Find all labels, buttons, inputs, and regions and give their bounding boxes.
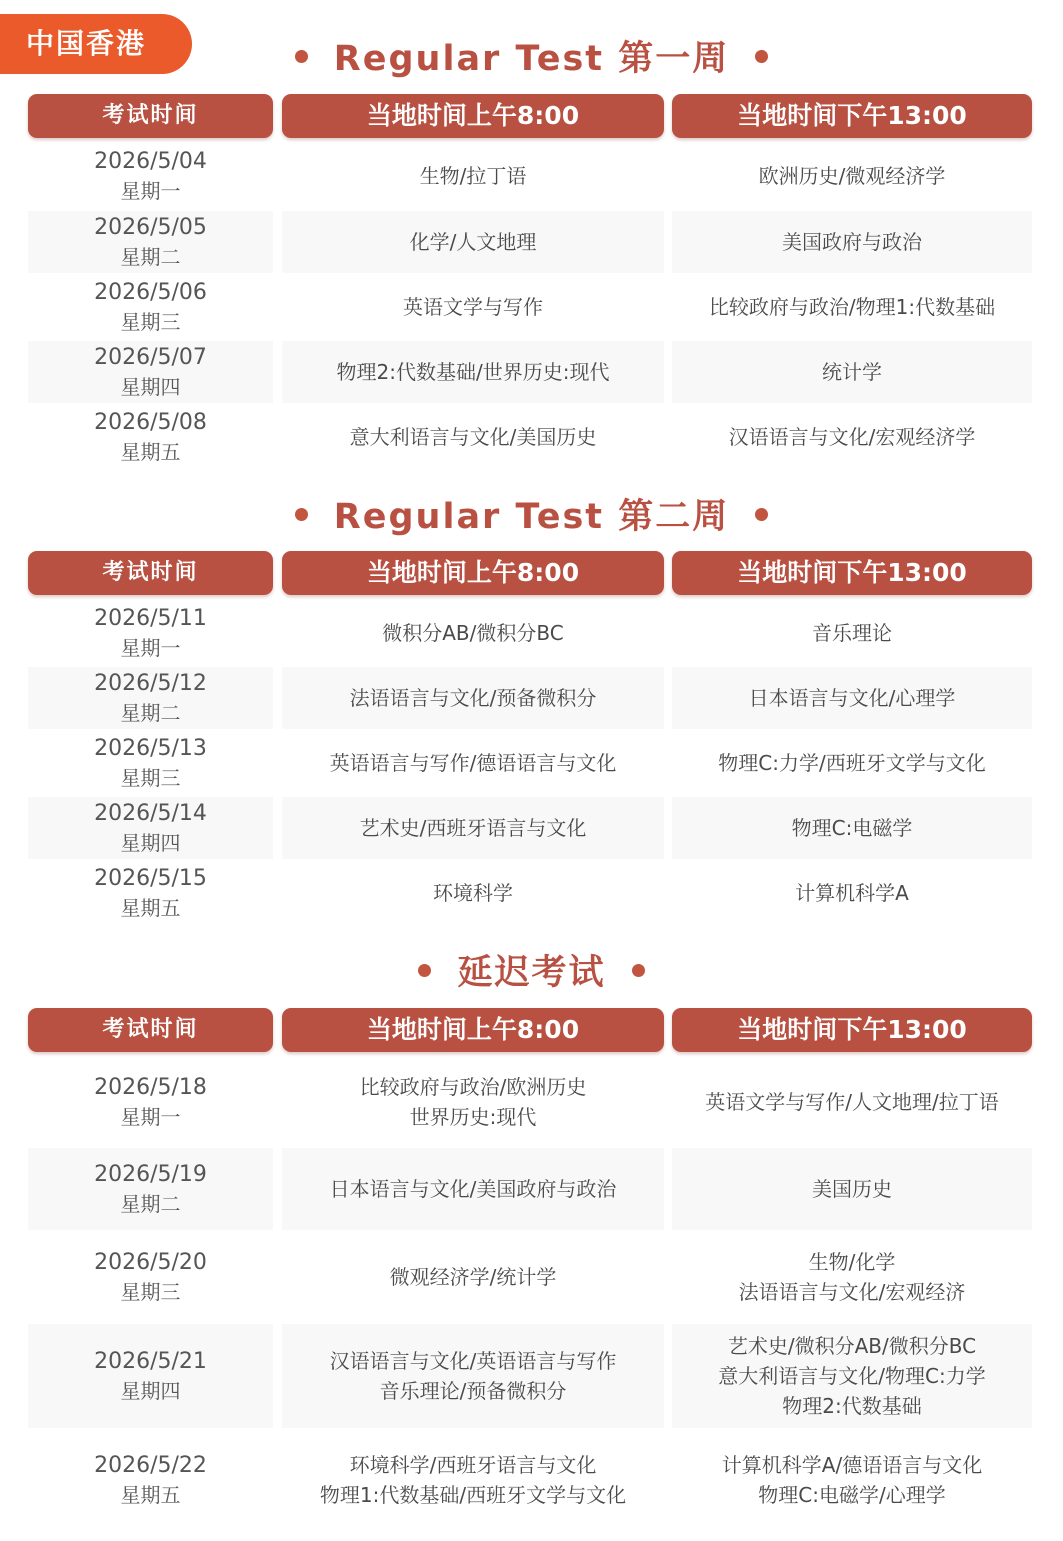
bullet-dot-icon	[755, 50, 768, 63]
table-header-date: 考试时间	[28, 1008, 273, 1052]
exam-weekday: 星期三	[120, 310, 181, 334]
exam-date: 2026/5/05	[94, 215, 207, 240]
table-row	[0, 667, 1063, 729]
date-cell	[28, 862, 273, 924]
exam-date: 2026/5/06	[94, 280, 207, 305]
subject-line: 环境科学/西班牙语言与文化	[349, 1453, 597, 1477]
subject-line: 世界历史:现代	[409, 1105, 537, 1129]
exam-weekday: 星期一	[120, 1105, 181, 1129]
exam-date: 2026/5/20	[94, 1250, 207, 1275]
table-row	[0, 1324, 1063, 1428]
table-row	[0, 1436, 1063, 1524]
date-cell	[28, 276, 273, 338]
table-row	[0, 211, 1063, 273]
section-title-text: Regular Test 第二周	[333, 497, 730, 537]
exam-weekday: 星期五	[120, 1483, 181, 1507]
date-cell	[28, 1236, 273, 1318]
morning-subjects-cell	[282, 406, 664, 468]
table-row	[0, 1236, 1063, 1318]
subject-line: 汉语语言与文化/宏观经济学	[728, 425, 976, 449]
table-header-morning: 当地时间上午8:00	[282, 551, 664, 595]
exam-weekday: 星期四	[120, 1379, 181, 1403]
table-row	[0, 862, 1063, 924]
subject-line: 法语语言与文化/预备微积分	[349, 686, 597, 710]
table-row	[0, 1148, 1063, 1230]
subject-line: 汉语语言与文化/英语语言与写作	[329, 1349, 617, 1373]
date-cell	[28, 406, 273, 468]
exam-weekday: 星期四	[120, 831, 181, 855]
table-header-afternoon: 当地时间下午13:00	[672, 551, 1032, 595]
exam-date: 2026/5/14	[94, 801, 207, 826]
subject-line: 物理C:电磁学/心理学	[758, 1483, 946, 1507]
exam-date: 2026/5/19	[94, 1162, 207, 1187]
date-cell	[28, 1148, 273, 1230]
subject-line: 英语文学与写作	[403, 295, 543, 319]
subject-line: 物理1:代数基础/西班牙文学与文化	[319, 1483, 627, 1507]
table-header-morning: 当地时间上午8:00	[282, 94, 664, 138]
subject-line: 日本语言与文化/美国政府与政治	[329, 1177, 617, 1201]
date-cell	[28, 602, 273, 664]
subject-line: 计算机科学A/德语语言与文化	[721, 1453, 983, 1477]
date-cell	[28, 1324, 273, 1428]
morning-subjects-cell	[282, 732, 664, 794]
date-cell	[28, 211, 273, 273]
exam-date: 2026/5/13	[94, 736, 207, 761]
subject-line: 生物/拉丁语	[419, 164, 527, 188]
table-row	[0, 341, 1063, 403]
date-cell	[28, 667, 273, 729]
section-title	[0, 28, 1063, 84]
subject-line: 比较政府与政治/物理1:代数基础	[708, 295, 996, 319]
date-cell	[28, 341, 273, 403]
exam-date: 2026/5/12	[94, 671, 207, 696]
subject-line: 音乐理论	[812, 621, 892, 645]
subject-line: 英语语言与写作/德语语言与文化	[329, 751, 617, 775]
subject-line: 物理2:代数基础	[782, 1394, 922, 1418]
afternoon-subjects-cell	[672, 341, 1032, 403]
morning-subjects-cell	[282, 211, 664, 273]
exam-date: 2026/5/21	[94, 1349, 207, 1374]
exam-weekday: 星期二	[120, 245, 181, 269]
morning-subjects-cell	[282, 1236, 664, 1318]
section-title	[0, 486, 1063, 542]
morning-subjects-cell	[282, 341, 664, 403]
table-header-date: 考试时间	[28, 94, 273, 138]
afternoon-subjects-cell	[672, 1324, 1032, 1428]
table-header-date: 考试时间	[28, 551, 273, 595]
exam-weekday: 星期五	[120, 440, 181, 464]
exam-date: 2026/5/07	[94, 345, 207, 370]
afternoon-subjects-cell	[672, 667, 1032, 729]
date-cell	[28, 145, 273, 207]
morning-subjects-cell	[282, 145, 664, 207]
subject-line: 英语文学与写作/人文地理/拉丁语	[705, 1090, 999, 1114]
afternoon-subjects-cell	[672, 211, 1032, 273]
subject-line: 美国政府与政治	[782, 230, 922, 254]
subject-line: 物理C:电磁学	[791, 816, 913, 840]
subject-line: 统计学	[822, 360, 882, 384]
date-cell	[28, 1062, 273, 1142]
afternoon-subjects-cell	[672, 602, 1032, 664]
table-row	[0, 602, 1063, 664]
subject-line: 日本语言与文化/心理学	[748, 686, 956, 710]
subject-line: 生物/化学	[808, 1250, 896, 1274]
morning-subjects-cell	[282, 667, 664, 729]
afternoon-subjects-cell	[672, 1436, 1032, 1524]
morning-subjects-cell	[282, 1148, 664, 1230]
afternoon-subjects-cell	[672, 1236, 1032, 1318]
bullet-dot-icon	[632, 964, 645, 977]
section-title	[0, 942, 1063, 998]
afternoon-subjects-cell	[672, 862, 1032, 924]
subject-line: 比较政府与政治/欧洲历史	[359, 1075, 587, 1099]
exam-date: 2026/5/11	[94, 606, 207, 631]
morning-subjects-cell	[282, 862, 664, 924]
section-title-text: 延迟考试	[457, 953, 606, 993]
subject-line: 美国历史	[812, 1177, 892, 1201]
morning-subjects-cell	[282, 602, 664, 664]
exam-weekday: 星期二	[120, 701, 181, 725]
morning-subjects-cell	[282, 1062, 664, 1142]
date-cell	[28, 1436, 273, 1524]
subject-line: 欧洲历史/微观经济学	[758, 164, 946, 188]
afternoon-subjects-cell	[672, 406, 1032, 468]
subject-line: 音乐理论/预备微积分	[379, 1379, 567, 1403]
bullet-dot-icon	[295, 508, 308, 521]
exam-weekday: 星期三	[120, 766, 181, 790]
table-header-afternoon: 当地时间下午13:00	[672, 94, 1032, 138]
bullet-dot-icon	[295, 50, 308, 63]
morning-subjects-cell	[282, 797, 664, 859]
subject-line: 环境科学	[433, 881, 513, 905]
exam-weekday: 星期二	[120, 1192, 181, 1216]
table-row	[0, 145, 1063, 207]
morning-subjects-cell	[282, 276, 664, 338]
exam-date: 2026/5/22	[94, 1453, 207, 1478]
table-header-morning: 当地时间上午8:00	[282, 1008, 664, 1052]
subject-line: 微观经济学/统计学	[389, 1265, 557, 1289]
afternoon-subjects-cell	[672, 1062, 1032, 1142]
table-row	[0, 732, 1063, 794]
afternoon-subjects-cell	[672, 1148, 1032, 1230]
exam-date: 2026/5/04	[94, 149, 207, 174]
section-title-text: Regular Test 第一周	[333, 39, 730, 79]
exam-weekday: 星期一	[120, 179, 181, 203]
region-tag: 中国香港	[0, 14, 192, 74]
exam-weekday: 星期四	[120, 375, 181, 399]
morning-subjects-cell	[282, 1436, 664, 1524]
subject-line: 意大利语言与文化/物理C:力学	[718, 1364, 986, 1388]
table-header-afternoon: 当地时间下午13:00	[672, 1008, 1032, 1052]
exam-date: 2026/5/15	[94, 866, 207, 891]
date-cell	[28, 732, 273, 794]
subject-line: 艺术史/微积分AB/微积分BC	[727, 1334, 977, 1358]
exam-weekday: 星期五	[120, 896, 181, 920]
date-cell	[28, 797, 273, 859]
subject-line: 艺术史/西班牙语言与文化	[359, 816, 587, 840]
afternoon-subjects-cell	[672, 276, 1032, 338]
afternoon-subjects-cell	[672, 797, 1032, 859]
bullet-dot-icon	[755, 508, 768, 521]
subject-line: 意大利语言与文化/美国历史	[349, 425, 597, 449]
morning-subjects-cell	[282, 1324, 664, 1428]
exam-date: 2026/5/18	[94, 1075, 207, 1100]
exam-weekday: 星期一	[120, 636, 181, 660]
exam-weekday: 星期三	[120, 1280, 181, 1304]
bullet-dot-icon	[418, 964, 431, 977]
afternoon-subjects-cell	[672, 732, 1032, 794]
subject-line: 物理C:力学/西班牙文学与文化	[718, 751, 986, 775]
table-row	[0, 406, 1063, 468]
table-row	[0, 276, 1063, 338]
subject-line: 物理2:代数基础/世界历史:现代	[336, 360, 610, 384]
subject-line: 计算机科学A	[795, 881, 909, 905]
table-row	[0, 797, 1063, 859]
afternoon-subjects-cell	[672, 145, 1032, 207]
table-row	[0, 1062, 1063, 1142]
subject-line: 法语语言与文化/宏观经济	[738, 1280, 966, 1304]
subject-line: 化学/人文地理	[409, 230, 537, 254]
exam-date: 2026/5/08	[94, 410, 207, 435]
subject-line: 微积分AB/微积分BC	[382, 621, 564, 645]
